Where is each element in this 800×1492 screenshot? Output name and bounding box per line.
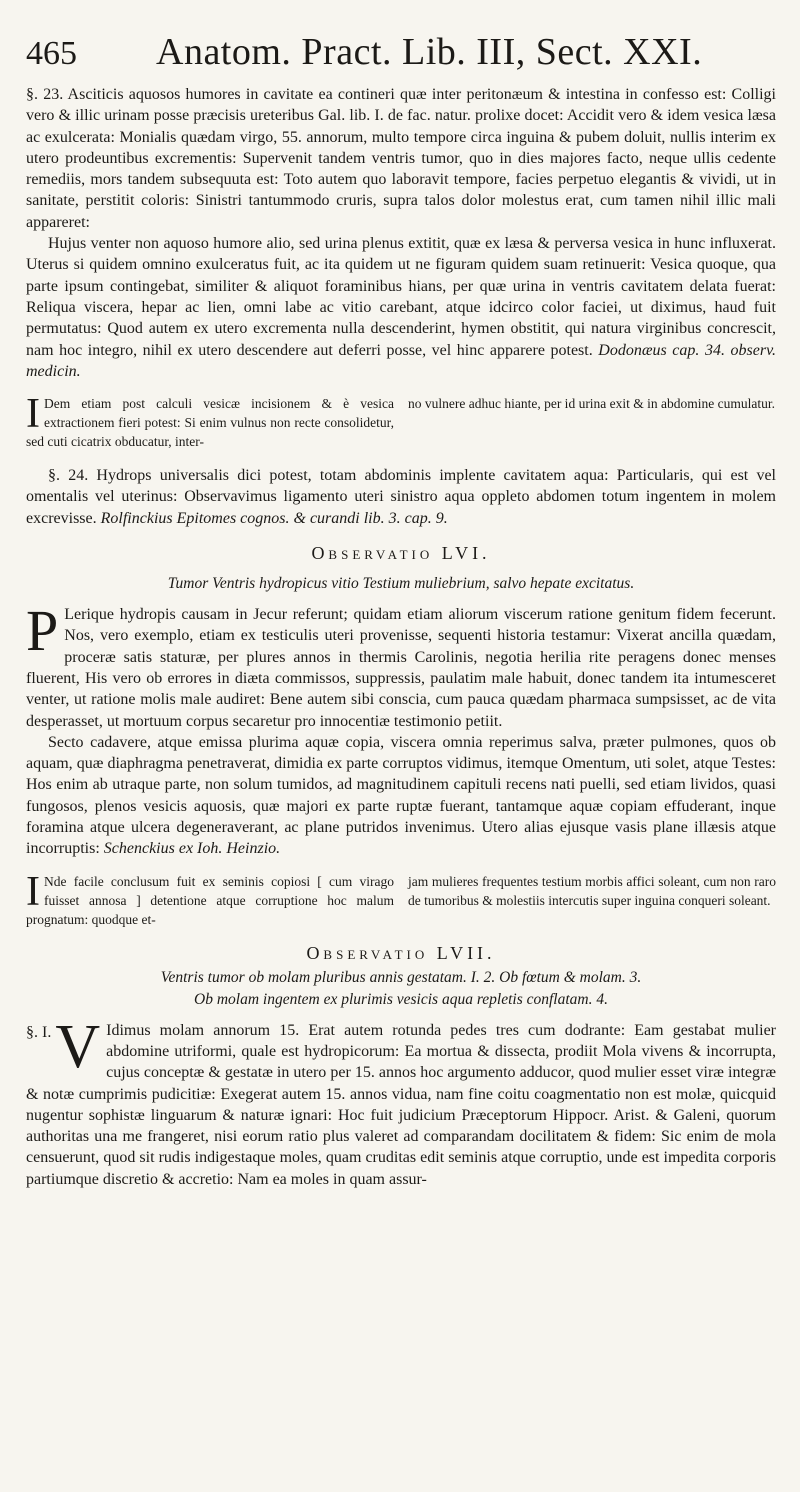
commentary-note-2 xyxy=(26,868,776,929)
note-1-left-column xyxy=(26,391,394,451)
running-header xyxy=(26,30,776,84)
note-2-right-text: jam mulieres frequentes testium morbis affici soleant, cum non raro de tumoribus & molestiis intercutis super inguina conqueri soleant. xyxy=(408,873,776,908)
observation-57-subtitle-2: Ob molam ingentem ex plurimis vesicis aqua repletis conflatam. 4. xyxy=(194,990,608,1008)
attribution-dodonaeus: Dodonæus cap. 34. observ. medicin. xyxy=(26,341,776,380)
drop-cap-initial: I xyxy=(26,391,40,438)
drop-cap-initial: V xyxy=(55,1012,101,1081)
observation-56-text-2: Secto cadavere, atque emissa plurima aquæ copia, viscera omnia reperimus salva, præter pulmones, quos ob aquam, quæ diaphragma penetraverat, dimidia ex parte corruptos vidimus, itemque Omentum, uti solet, atque Testes: Hos enim ab utraque parte, non solum tumidos, ad magnitudinem capituli recens nati puelli, sed etiam lividos, quasi fungosos, plenos vesicis aquosis, quæ majori ex parte ruptæ fuerant, tantamque aquæ copiam effuderant, inque foramina atque ulcera degeneraverant, ac plane putridos invenimus. Utero alias ejusque vasis plane illæsis atque incorruptis: xyxy=(26,733,776,858)
note-1-right-text: no vulnere adhuc hiante, per id urina exit & in abdomine cumulatur. xyxy=(408,396,776,412)
note-2-left-column xyxy=(26,868,394,929)
observation-56-title: Observatio LVI. xyxy=(311,543,491,564)
commentary-note-1 xyxy=(26,391,776,451)
page-number: 465 xyxy=(26,35,77,72)
section-24-paragraph xyxy=(26,465,776,529)
section-23-paragraph: §. 23. Asciticis aquosos humores in cavitate ea contineri quæ inter peritonæum & intestina in confesso est: Colligi vero & illic urinam posse præcisis ureteribus Gal. lib. I. de fac. natur. prolixe docet: Accidit vero & idem vesica læsa ac exulcerata: Monialis quædam virgo, 55. annorum, multo tempore circa inguina & pubem doluit, nullis interim ex utero prodeuntibus excrementis: Supervenit tandem ventris tumor, quo in dies majores facto, neque ullis cedente remediis, mors tandem subsequuta est: Toto autem quo laboravit tempore, facies perpetuo elegantis & vividi, ut in sanitate, perstitit coloris: Sinistri tantummodo cruris, supra talos dolor molestus erat, cum tamen nihil illic mali appareret: xyxy=(26,86,776,231)
observation-57-title: Observatio LVII. xyxy=(306,942,496,963)
section-marker: §. I. xyxy=(26,1023,52,1041)
observation-56-paragraph-2 xyxy=(26,732,776,860)
observation-57-text-1: Idimus molam annorum 15. Erat autem rotunda pedes tres cum dodrante: Eam gestabat mulier abdomine utriformi, quale est hydropicorum: Ea mortua & dissecta, prodiit Mola vivens & incorrupta, cujus conceptæ & gestatæ in utero per 15. annos hoc argumento adducor, quod mulier esset viræ integræ & notæ cumprimis pudicitiæ: Exegerat autem 15. annos vidua, nam fine coitu coagmentatio non est molæ, quicquid nugentur sophistæ linguarum & naturæ ignari: Hoc fuit judicium Præceptorum Hippocr. Arist. & Galeni, quorum authoritas una me frangeret, nisi eorum ratio plus valeret ad comparandam docilitatem & fidem: Sic enim de mola censuerunt, quod sit rudis indigestaque moles, quam cruditas edit seminis atque corruptio, unde est impedita corporis partiumque discretio & accretio: Nam ea moles in quam assur- xyxy=(26,1021,776,1188)
observation-56-subtitle: Tumor Ventris hydropicus vitio Testium muliebrium, salvo hepate excitatus. xyxy=(167,575,635,593)
section-23-body: Hujus venter non aquoso humore alio, sed urina plenus extitit, quæ ex læsa & perversa vesica in hunc influxerat. Uterus si quidem omnino exulceratus fuit, ac ita quidem ut ne figuram quidem suam retinuerit: Vesica quoque, qua parte ipsum contingebat, similiter & aliquot foraminibus hians, per quæ urina in ventris cavitatem delata fuerat: Reliqua viscera, hepar ac lien, omni labe ac vitio carebant, atque idcirco color faciei, ut diximus, haud fuit permutatus: Quod autem ex utero excrementa nulla descenderint, hymen obstitit, qui natura virginibus concrescit, nam hoc integro, nihil ex utero descendere aut deferri posse, vel hinc apparere potest. xyxy=(26,235,776,359)
note-2-left-text: Nde facile conclusum fuit ex seminis copiosi [ cum virago fuisset annosa ] detentione atque corruptione hoc malum prognatum: quodque et- xyxy=(26,873,394,927)
attribution-schenckius: Schenckius ex Ioh. Heinzio. xyxy=(103,840,281,858)
observation-57-subtitle-1: Ventris tumor ob molam pluribus annis gestatam. I. 2. Ob fœtum & molam. 3. xyxy=(160,968,642,986)
observation-56-text-1: Lerique hydropis causam in Jecur referunt; quidam etiam aliorum viscerum ratione genitum fidem fecerunt. Nos, vero exemplo, etiam ex testiculis uteri provenisse, sequenti historia testamur: Vixerat ancilla quædam, proceræ satis staturæ, per plures annos in thermis Carolinis, negotia herilia rite peragens donec menses fluerent, His vero ob errores in diæta commissos, suppressis, paulatim male habuit, donec tandem ita intumesceret venter, ut ratione molis male audiret: Bene autem sibi conscia, cum pauca quædam pharmaca sumpsisset, ac de vita desperasset, ut mortuum corpus secaretur pro innocentiæ testimonio petiit. xyxy=(26,606,776,730)
section-23-paragraph-2 xyxy=(26,233,776,382)
observation-57-paragraph-1 xyxy=(26,1012,776,1190)
running-title: Anatom. Pract. Lib. III, Sect. XXI. xyxy=(156,31,703,73)
section-24-body: §. 24. Hydrops universalis dici potest, totam abdominis implente cavitatem aqua: Particularis, qui est vel omentalis vel uterinus: Observavimus ligamento uteri sinistro aqua oppleto abdomen totum ingentem in molem excrevisse. xyxy=(26,467,776,527)
note-1-left-text: Dem etiam post calculi vesicæ incisionem & è vesica extractionem fieri potest: Si enim vulnus non recte consolidetur, sed cuti cicatrix obducatur, inter- xyxy=(26,396,394,450)
attribution-rolfinckius: Rolfinckius Epitomes cognos. & curandi lib. 3. cap. 9. xyxy=(100,509,448,527)
drop-cap-initial: P xyxy=(26,598,59,664)
observation-56-paragraph-1 xyxy=(26,598,776,732)
drop-cap-initial: I xyxy=(26,868,40,915)
